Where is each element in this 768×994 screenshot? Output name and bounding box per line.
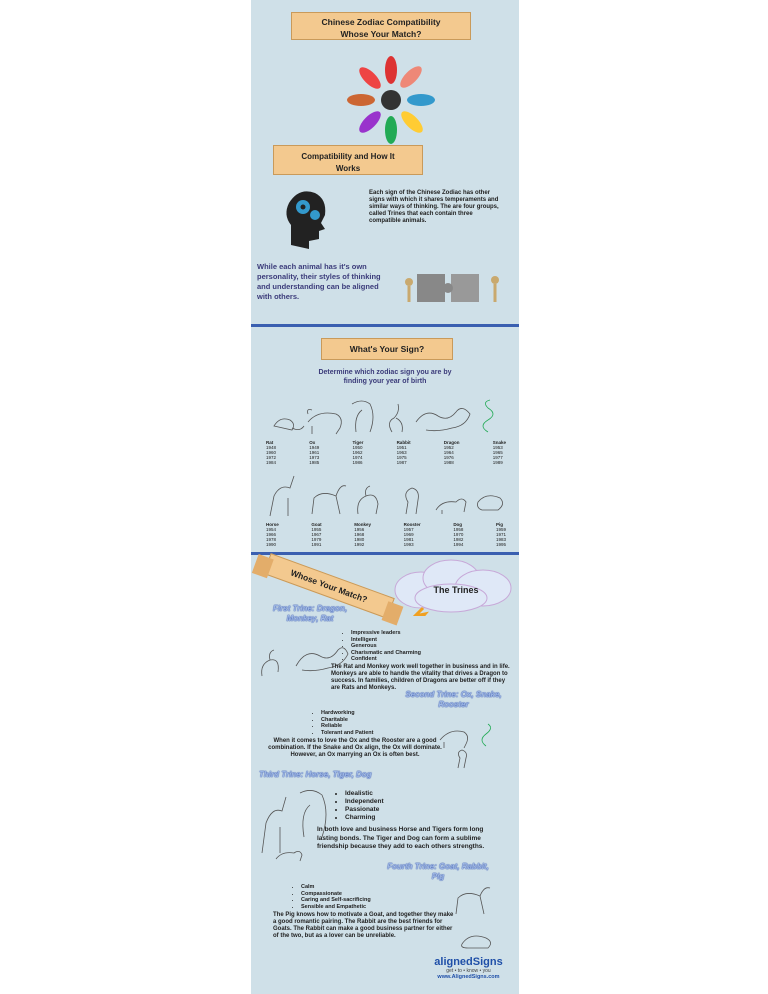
trait-item: • Passionate bbox=[345, 806, 453, 814]
title-line1: Chinese Zodiac Compatibility bbox=[321, 17, 441, 27]
dog-sketch bbox=[436, 499, 466, 514]
zodiac-wheel-image bbox=[346, 55, 436, 145]
sign-ox bbox=[309, 440, 319, 465]
sign-year: 1970 bbox=[453, 532, 464, 537]
sign-year: 1956 bbox=[354, 527, 365, 532]
sign-snake bbox=[493, 440, 506, 465]
sign-rat bbox=[266, 440, 276, 465]
goat-sketch bbox=[312, 486, 346, 514]
trait-item: • Calm bbox=[301, 884, 419, 891]
rooster-sketch bbox=[406, 488, 419, 514]
trine1-title-line1: First Trine: Dragon, bbox=[272, 604, 348, 613]
sign-year: 1985 bbox=[309, 460, 320, 465]
trine4-title bbox=[363, 862, 513, 882]
animal-sketch-row1 bbox=[266, 392, 506, 438]
compat-title-line1: Compatibility and How It bbox=[301, 152, 395, 161]
sign-year: 1961 bbox=[309, 450, 320, 455]
trait-item: • Reliable bbox=[321, 723, 409, 730]
sign-year: 1991 bbox=[311, 542, 322, 547]
sign-year: 1990 bbox=[266, 542, 277, 547]
sign-year: 1952 bbox=[443, 445, 454, 450]
trait-item: • Hardworking bbox=[321, 710, 409, 717]
title-banner bbox=[291, 12, 471, 40]
sign-rooster bbox=[404, 522, 421, 547]
sign-year: 1994 bbox=[453, 542, 464, 547]
head-gears-icon bbox=[281, 185, 331, 253]
snake-sketch bbox=[483, 400, 493, 432]
sign-year: 1983 bbox=[495, 537, 506, 542]
animal-sketch-row2 bbox=[266, 470, 506, 520]
sign-name: Rooster bbox=[403, 522, 421, 527]
trait-item: • Intelligent bbox=[351, 637, 459, 644]
sign-year: 1984 bbox=[266, 460, 277, 465]
sign-dog bbox=[453, 522, 463, 547]
trine2-title bbox=[391, 690, 516, 710]
trait-item: • Confident bbox=[351, 656, 459, 663]
sign-year: 1971 bbox=[495, 532, 506, 537]
trait-item: • Caring and Self-sacrificing bbox=[301, 897, 419, 904]
trait-item: • Charismatic and Charming bbox=[351, 650, 459, 657]
sign-year: 1981 bbox=[403, 537, 414, 542]
sign-year: 1969 bbox=[403, 532, 414, 537]
sign-name: Pig bbox=[495, 522, 503, 527]
sign-name: Monkey bbox=[354, 522, 372, 527]
trine2-traits bbox=[309, 710, 409, 736]
puzzle-figures-image bbox=[399, 262, 509, 312]
match-banner-text: Whose Your Match? bbox=[289, 567, 369, 605]
trine4-sketch bbox=[446, 880, 514, 950]
sign-title: What's Your Sign? bbox=[349, 344, 425, 354]
trine2-title-line2: Rooster bbox=[438, 700, 469, 709]
sign-year: 1992 bbox=[354, 542, 365, 547]
sign-year: 1967 bbox=[311, 532, 322, 537]
sign-year: 1951 bbox=[396, 445, 407, 450]
rat-sketch bbox=[274, 419, 304, 430]
trait-item: • Independent bbox=[345, 798, 453, 806]
trine2-text: When it comes to love the Ox and the Rooster are a good combination. If the Snake and Ox align, the Ox will dominate. However, an Ox marrying an Ox is often best. bbox=[268, 738, 442, 758]
sign-year: 1953 bbox=[492, 445, 503, 450]
trait-item: • Idealistic bbox=[345, 790, 453, 798]
sign-year: 1949 bbox=[309, 445, 320, 450]
horse-sketch bbox=[270, 476, 294, 516]
sign-year: 1972 bbox=[266, 455, 277, 460]
trine3-text: In both love and business Horse and Tigers form long lasting bonds. The Tiger and Dog can form a sublime friendship because they add to each others strengths. bbox=[317, 826, 485, 850]
sign-year: 1963 bbox=[396, 450, 407, 455]
trine3-title: Third Trine: Horse, Tiger, Dog bbox=[259, 770, 372, 779]
dragon-sketch bbox=[416, 408, 470, 430]
sign-year: 1988 bbox=[443, 460, 454, 465]
sign-name: Dragon bbox=[443, 440, 460, 445]
sign-year: 1954 bbox=[266, 527, 277, 532]
sign-year: 1987 bbox=[396, 460, 407, 465]
sign-name: Tiger bbox=[352, 440, 364, 445]
sign-monkey bbox=[354, 522, 371, 547]
footer-logo bbox=[421, 956, 516, 980]
pig-sketch bbox=[478, 496, 503, 510]
sign-year: 1980 bbox=[354, 537, 365, 542]
sign-year: 1965 bbox=[492, 450, 503, 455]
trine4-title-line2: Pig bbox=[431, 872, 445, 881]
sign-year: 1995 bbox=[495, 542, 506, 547]
sign-year: 1964 bbox=[443, 450, 454, 455]
sign-year: 1959 bbox=[495, 527, 506, 532]
trait-item: • Impressive leaders bbox=[351, 630, 459, 637]
trait-item: • Charming bbox=[345, 814, 453, 822]
divider bbox=[251, 324, 519, 327]
trine1-title bbox=[255, 604, 365, 624]
sign-horse bbox=[266, 522, 279, 547]
sign-name: Rat bbox=[266, 440, 274, 445]
compat-title-line2: Works bbox=[335, 164, 361, 173]
signs-row2 bbox=[266, 522, 506, 547]
trait-item: • Tolerant and Patient bbox=[321, 730, 409, 737]
sign-banner bbox=[321, 338, 453, 360]
sign-year: 1968 bbox=[354, 532, 365, 537]
sign-rabbit bbox=[397, 440, 411, 465]
sign-year: 1976 bbox=[443, 455, 454, 460]
trait-item: • Sensible and Empathetic bbox=[301, 904, 419, 911]
sign-year: 1957 bbox=[403, 527, 414, 532]
monkey-sketch bbox=[358, 486, 378, 514]
sign-pig bbox=[496, 522, 506, 547]
trait-item: • Generous bbox=[351, 643, 459, 650]
trine1-traits bbox=[339, 630, 459, 663]
ox-sketch bbox=[308, 410, 342, 435]
logo-text: alignedSigns bbox=[434, 956, 503, 968]
trait-item: • Charitable bbox=[321, 717, 409, 724]
sign-year: 1955 bbox=[311, 527, 322, 532]
cloud-title: The Trines bbox=[433, 585, 479, 595]
sign-tiger bbox=[352, 440, 363, 465]
sign-name: Rabbit bbox=[396, 440, 411, 445]
rabbit-sketch bbox=[389, 404, 402, 432]
trine1-text: The Rat and Monkey work well together in business and in life. Monkeys are able to handle the vitality that drives a Dragon to success. In families, children of Dragons are better off if they are Rats and Monkeys. bbox=[331, 664, 510, 691]
sign-year: 1962 bbox=[352, 450, 363, 455]
sign-year: 1993 bbox=[403, 542, 414, 547]
sign-year: 1958 bbox=[453, 527, 464, 532]
sign-year: 1948 bbox=[266, 445, 277, 450]
sign-subtitle bbox=[271, 368, 499, 386]
sign-year: 1975 bbox=[396, 455, 407, 460]
title-line2: Whose Your Match? bbox=[340, 29, 422, 39]
logo-tagline: get • to • know • you bbox=[446, 968, 491, 974]
compat-callout: While each animal has it's own personality, their styles of thinking and understanding can be aligned with others. bbox=[257, 262, 381, 301]
sign-name: Snake bbox=[492, 440, 506, 445]
sign-year: 1950 bbox=[352, 445, 363, 450]
trait-item: • Compassionate bbox=[301, 891, 419, 898]
sign-year: 1986 bbox=[352, 460, 363, 465]
infographic bbox=[251, 0, 519, 994]
sign-subtitle-line1: Determine which zodiac sign you are by bbox=[318, 369, 452, 376]
compat-banner bbox=[273, 145, 423, 175]
sign-name: Horse bbox=[266, 522, 279, 527]
trine3-traits bbox=[333, 790, 453, 822]
trine1-title-line2: Monkey, Rat bbox=[286, 614, 334, 623]
logo-url[interactable]: www.AlignedSigns.com bbox=[437, 974, 500, 980]
compat-paragraph: Each sign of the Chinese Zodiac has other signs with which it shares temperaments and similar ways of thinking. The are four groups, called Trines that each contain three compatible animals. bbox=[369, 190, 499, 224]
sign-year: 1977 bbox=[492, 455, 503, 460]
sign-goat bbox=[311, 522, 321, 547]
sign-year: 1973 bbox=[309, 455, 320, 460]
sign-name: Goat bbox=[311, 522, 322, 527]
sign-dragon bbox=[444, 440, 460, 465]
sign-name: Ox bbox=[309, 440, 316, 445]
sign-year: 1974 bbox=[352, 455, 363, 460]
signs-row1 bbox=[266, 440, 506, 465]
sign-name: Dog bbox=[453, 522, 463, 527]
trine4-title-line1: Fourth Trine: Goat, Rabbit, bbox=[387, 862, 489, 871]
trine4-text: The Pig knows how to motivate a Goat, and together they make a good romantic pairing. The Rabbit are the best friends for Goats. The Rabbit can make a good business partner for either of the two, but as a lover can be unreliable. bbox=[273, 912, 454, 939]
trine2-title-line1: Second Trine: Ox, Snake, bbox=[405, 690, 502, 699]
sign-year: 1979 bbox=[311, 537, 322, 542]
sign-year: 1978 bbox=[266, 537, 277, 542]
trine2-sketch bbox=[436, 712, 506, 772]
sign-year: 1989 bbox=[492, 460, 503, 465]
tiger-sketch bbox=[352, 401, 373, 432]
sign-year: 1982 bbox=[453, 537, 464, 542]
divider bbox=[251, 552, 519, 555]
lightning-bolt-icon bbox=[413, 608, 425, 616]
sign-year: 1960 bbox=[266, 450, 277, 455]
sign-subtitle-line2: finding your year of birth bbox=[343, 378, 427, 385]
sign-year: 1966 bbox=[266, 532, 277, 537]
trine4-traits bbox=[289, 884, 419, 910]
